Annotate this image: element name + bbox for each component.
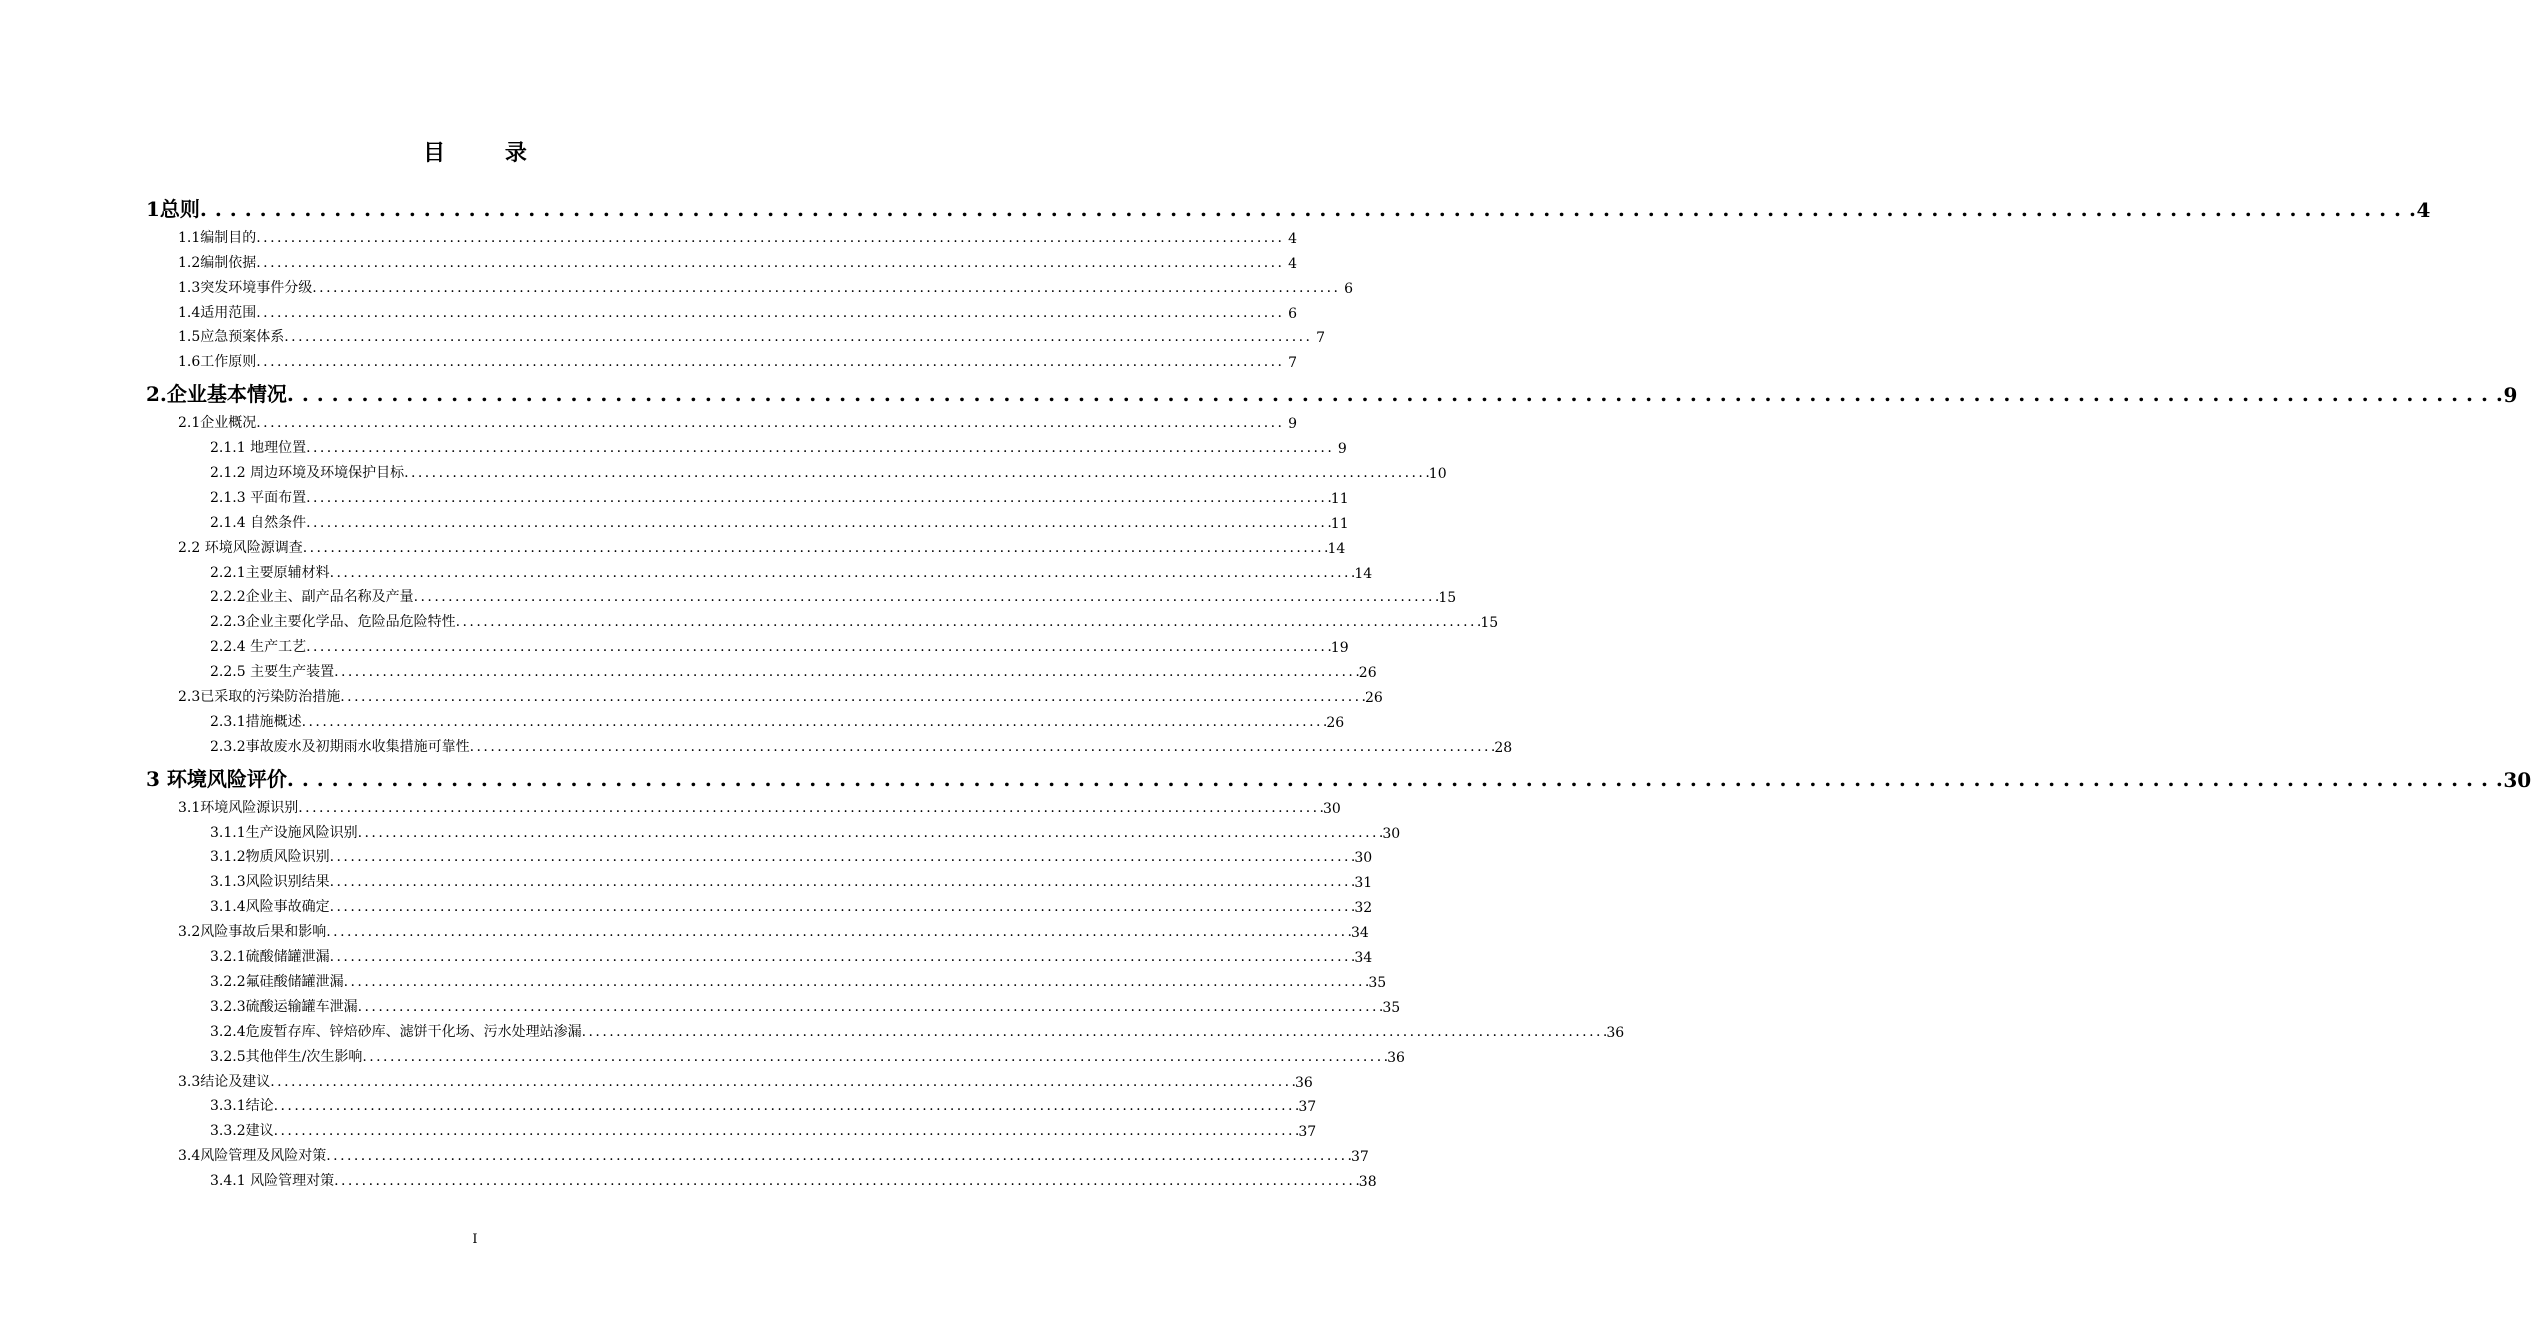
toc-entry-page: 6 (1344, 280, 1353, 297)
toc-entry-label: 3.2.2氟硅酸储罐泄漏 (210, 973, 344, 990)
toc-entry-page: 28 (1494, 739, 1513, 756)
toc-dot-leader (306, 639, 1331, 655)
toc-entry-label: 2.2.3企业主要化学品、危险品危险特性 (210, 614, 456, 631)
toc-dot-leader (330, 565, 1355, 581)
toc-entry-label: 3.4风险管理及风险对策 (178, 1148, 327, 1165)
toc-entry-page: 9 (1337, 441, 1347, 458)
toc-entry[interactable] (146, 760, 2531, 792)
toc-entry-label: 1.3突发环境事件分级 (178, 279, 313, 296)
toc-dot-leader (334, 1173, 1359, 1189)
toc-entry-page: 35 (1382, 999, 1401, 1016)
toc-entry-page: 37 (1298, 1124, 1317, 1141)
toc-entry-page: 26 (1364, 690, 1383, 707)
toc-entry-page: 15 (1480, 615, 1499, 632)
toc-entry[interactable] (146, 190, 2431, 222)
toc-entry-label: 3.2.1硫酸储罐泄漏 (210, 949, 330, 966)
toc-dot-leader (287, 382, 2503, 406)
toc-entry[interactable] (146, 582, 1457, 607)
toc-entry-page: 10 (1428, 466, 1447, 483)
toc-entry-label: 1.1编制目的 (178, 229, 257, 246)
toc-entry[interactable] (146, 557, 1373, 582)
toc-dot-leader (334, 664, 1359, 680)
toc-dot-leader (270, 1074, 1295, 1090)
toc-dot-leader (344, 974, 1369, 990)
toc-dot-leader (284, 329, 1309, 345)
toc-entry-label: 3.1.3风险识别结果 (210, 874, 330, 891)
toc-entry-page: 30 (2503, 767, 2531, 792)
toc-dot-leader (256, 415, 1281, 431)
toc-entry-page: 30 (1354, 850, 1373, 867)
toc-entry[interactable] (146, 866, 1373, 892)
toc-dot-leader (306, 490, 1331, 506)
toc-dot-leader (306, 515, 1331, 531)
toc-entry[interactable] (146, 407, 1297, 433)
toc-dot-leader (256, 354, 1281, 370)
toc-entry[interactable] (146, 247, 1297, 272)
toc-entry-page: 34 (1354, 950, 1373, 967)
toc-entry[interactable] (146, 681, 1383, 707)
toc-entry-page: 4 (2416, 198, 2431, 222)
toc-dot-leader (330, 949, 1355, 965)
toc-title: 目 录 (423, 140, 553, 166)
toc-dot-leader (456, 614, 1481, 630)
toc-entry-label: 3.1环境风险源识别 (178, 799, 299, 816)
toc-entry-page: 19 (1330, 640, 1349, 657)
toc-entry[interactable] (146, 1115, 1317, 1141)
toc-entry[interactable] (146, 817, 1401, 842)
toc-entry-page: 15 (1438, 590, 1457, 607)
toc-dot-leader (358, 999, 1383, 1015)
toc-dot-leader (414, 589, 1439, 605)
toc-entry-page: 30 (1322, 800, 1341, 817)
toc-entry-page: 32 (1354, 900, 1373, 917)
toc-entry[interactable] (146, 297, 1297, 322)
toc-entry[interactable] (146, 457, 1447, 483)
toc-entry[interactable] (146, 346, 1297, 372)
table-of-contents (146, 186, 2531, 1191)
toc-entry-label: 2.2.2企业主、副产品名称及产量 (210, 589, 414, 606)
toc-entry-label: 1.2编制依据 (178, 254, 257, 271)
toc-entry-label: 1.6工作原则 (178, 354, 257, 371)
toc-entry-page: 9 (2503, 383, 2518, 408)
toc-entry-label: 3.1.2物质风险识别 (210, 849, 330, 866)
toc-entry-label: 3.3.2建议 (210, 1123, 274, 1140)
toc-entry[interactable] (146, 941, 1373, 967)
toc-entry[interactable] (146, 1066, 1313, 1091)
toc-entry[interactable] (146, 891, 1373, 917)
toc-entry-page: 34 (1350, 925, 1369, 942)
toc-entry-label: 2.1.4 自然条件 (210, 514, 307, 531)
toc-dot-leader (256, 255, 1281, 271)
toc-dot-leader (582, 1024, 1607, 1040)
toc-entry[interactable] (146, 842, 1373, 867)
toc-entry[interactable] (146, 272, 1353, 297)
toc-dot-leader (287, 767, 2503, 791)
toc-dot-leader (306, 440, 1331, 456)
toc-entry-label: 3.2风险事故后果和影响 (178, 924, 327, 941)
toc-dot-leader (330, 874, 1355, 890)
toc-dot-leader (256, 230, 1281, 246)
toc-dot-leader (303, 540, 1328, 556)
toc-entry-label: 2.1企业概况 (178, 415, 257, 432)
toc-entry-label: 2.2.5 主要生产装置 (210, 664, 335, 681)
toc-entry-label: 1.5应急预案体系 (178, 329, 285, 346)
toc-dot-leader (274, 1098, 1299, 1114)
toc-entry-page: 7 (1316, 330, 1325, 347)
toc-entry[interactable] (146, 375, 2518, 408)
toc-dot-leader (298, 800, 1323, 816)
toc-entry[interactable] (146, 706, 1345, 731)
toc-entry[interactable] (146, 966, 1387, 991)
toc-entry-page: 37 (1298, 1099, 1317, 1116)
toc-dot-leader (326, 924, 1351, 940)
toc-entry-label: 3.1.1生产设施风险识别 (210, 824, 358, 841)
toc-entry[interactable] (146, 1165, 1377, 1191)
toc-entry[interactable] (146, 1041, 1405, 1066)
toc-entry-page: 35 (1368, 974, 1387, 991)
toc-entry[interactable] (146, 1016, 1625, 1041)
toc-entry-page: 26 (1358, 665, 1377, 682)
toc-entry-label: 2.3.1措施概述 (210, 713, 302, 730)
toc-entry-page: 4 (1288, 255, 1297, 272)
toc-entry-label: 2.企业基本情况 (146, 382, 287, 407)
toc-entry-label: 1.4适用范围 (178, 304, 257, 321)
toc-dot-leader (274, 1123, 1299, 1139)
toc-entry[interactable] (146, 731, 1513, 756)
toc-entry-page: 36 (1606, 1024, 1625, 1041)
toc-entry-page: 11 (1330, 490, 1349, 507)
toc-entry-page: 31 (1354, 875, 1373, 892)
toc-entry-label: 3.2.3硫酸运输罐车泄漏 (210, 998, 358, 1015)
toc-dot-leader (330, 849, 1355, 865)
page-number: I (472, 1232, 478, 1247)
toc-entry-label: 2.2 环境风险源调查 (178, 539, 303, 556)
toc-entry-label: 3.2.4危废暂存库、锌焙砂库、滤饼干化场、污水处理站渗漏 (210, 1023, 582, 1040)
toc-entry-page: 38 (1358, 1174, 1377, 1191)
toc-entry-page: 36 (1387, 1049, 1405, 1066)
toc-entry-page: 14 (1327, 540, 1346, 557)
toc-dot-leader (362, 1049, 1387, 1065)
toc-entry-page: 37 (1350, 1149, 1369, 1166)
toc-entry-label: 3.4.1 风险管理对策 (210, 1173, 335, 1190)
toc-entry-label: 3 环境风险评价 (146, 766, 287, 791)
toc-dot-leader (404, 465, 1429, 481)
toc-entry-page: 11 (1330, 515, 1349, 532)
toc-entry-label: 3.3结论及建议 (178, 1073, 271, 1090)
toc-entry[interactable] (146, 1091, 1317, 1116)
toc-entry-label: 2.2.4 生产工艺 (210, 639, 307, 656)
toc-entry-page: 14 (1354, 565, 1373, 582)
toc-dot-leader (302, 714, 1327, 730)
toc-dot-leader (340, 689, 1365, 705)
toc-entry[interactable] (146, 1140, 1369, 1166)
toc-dot-leader (330, 899, 1355, 915)
toc-entry-label: 3.1.4风险事故确定 (210, 899, 330, 916)
toc-entry-label: 2.1.3 平面布置 (210, 489, 307, 506)
toc-entry[interactable] (146, 991, 1401, 1016)
toc-entry-page: 9 (1288, 416, 1297, 433)
toc-dot-leader (326, 1148, 1351, 1164)
toc-entry[interactable] (146, 916, 1369, 942)
toc-entry-label: 2.2.1主要原辅材料 (210, 564, 330, 581)
toc-entry-page: 6 (1288, 305, 1297, 322)
toc-entry[interactable] (146, 222, 1297, 247)
toc-entry-label: 3.3.1结论 (210, 1098, 274, 1115)
toc-entry-page: 7 (1288, 355, 1297, 372)
toc-entry[interactable] (146, 507, 1349, 532)
toc-entry[interactable] (146, 656, 1377, 682)
toc-entry[interactable] (146, 606, 1499, 632)
toc-entry-label: 2.1.2 周边环境及环境保护目标 (210, 465, 405, 482)
toc-dot-leader (256, 305, 1281, 321)
toc-entry-page: 30 (1382, 825, 1401, 842)
toc-entry-page: 4 (1288, 230, 1297, 247)
toc-entry[interactable] (146, 631, 1349, 657)
toc-entry[interactable] (146, 322, 1325, 347)
toc-dot-leader (200, 197, 2416, 221)
toc-entry-label: 2.1.1 地理位置 (210, 440, 307, 457)
toc-entry[interactable] (146, 532, 1346, 557)
toc-entry[interactable] (146, 792, 1341, 817)
toc-entry[interactable] (146, 482, 1349, 507)
toc-entry-label: 3.2.5其他伴生/次生影响 (210, 1048, 363, 1065)
toc-entry-label: 2.3.2事故废水及初期雨水收集措施可靠性 (210, 738, 470, 755)
toc-entry-page: 36 (1294, 1074, 1313, 1091)
toc-entry-page: 26 (1326, 714, 1345, 731)
toc-dot-leader (470, 739, 1495, 755)
toc-dot-leader (312, 280, 1337, 296)
toc-entry-label: 1总则 (146, 197, 200, 221)
toc-entry[interactable] (146, 432, 1347, 458)
toc-dot-leader (358, 825, 1383, 841)
toc-entry-label: 2.3已采取的污染防治措施 (178, 689, 341, 706)
